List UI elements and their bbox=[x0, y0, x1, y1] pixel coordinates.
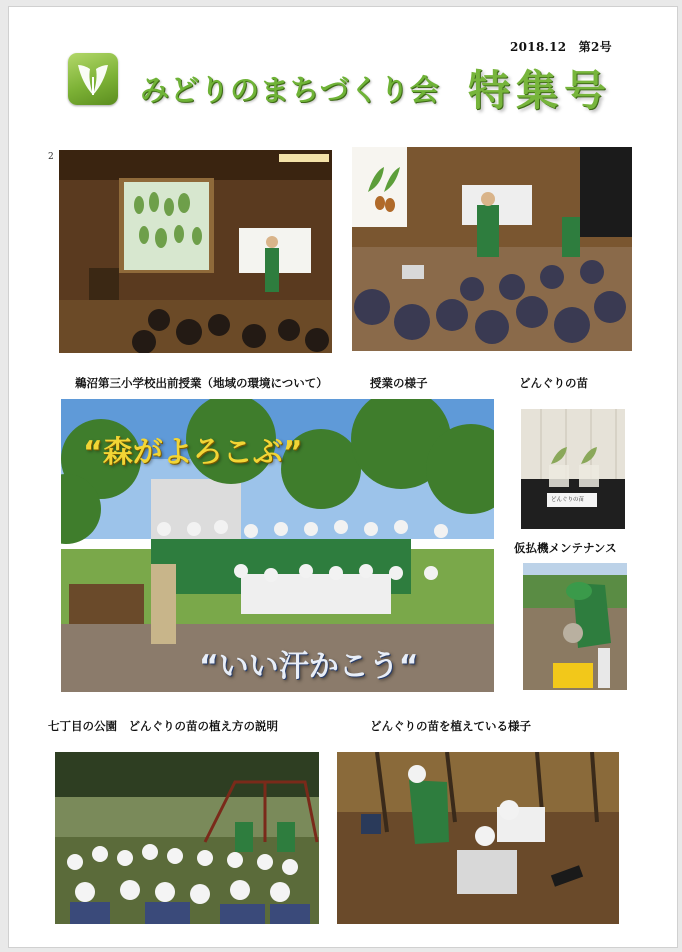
photo-maintenance bbox=[523, 563, 627, 690]
photo-classroom-presentation bbox=[59, 150, 332, 353]
caption-park-explanation: 七丁目の公園 どんぐりの苗の植え方の説明 bbox=[48, 719, 278, 733]
caption-school-class: 鵜沼第三小学校出前授業（地域の環境について） bbox=[75, 376, 328, 390]
caption-planting-scene: どんぐりの苗を植えている様子 bbox=[370, 719, 531, 733]
photo-planting bbox=[337, 752, 619, 924]
organization-name: みどりのまちづくり会 bbox=[140, 73, 440, 107]
caption-acorn-seedlings: どんぐりの苗 bbox=[519, 376, 588, 390]
stray-character: 2 bbox=[48, 152, 54, 162]
seedling-sign: どんぐりの苗 bbox=[551, 497, 585, 503]
photo-class-scene bbox=[352, 147, 632, 351]
photo-acorn-seedlings bbox=[521, 409, 625, 529]
issue-number: 2018.12 第2号 bbox=[510, 40, 612, 54]
leaf-logo-icon bbox=[68, 53, 118, 105]
photo-group bbox=[61, 399, 494, 692]
slogan-top: “森がよろこぶ” bbox=[83, 435, 303, 470]
slogan-bottom: “いい汗かこう“ bbox=[199, 649, 419, 684]
caption-class-scene: 授業の様子 bbox=[370, 376, 428, 390]
photo-park-explanation bbox=[55, 752, 319, 924]
caption-post-maintenance: 仮払機メンテナンス bbox=[514, 541, 617, 555]
special-issue-title: 特集号 bbox=[468, 66, 613, 115]
